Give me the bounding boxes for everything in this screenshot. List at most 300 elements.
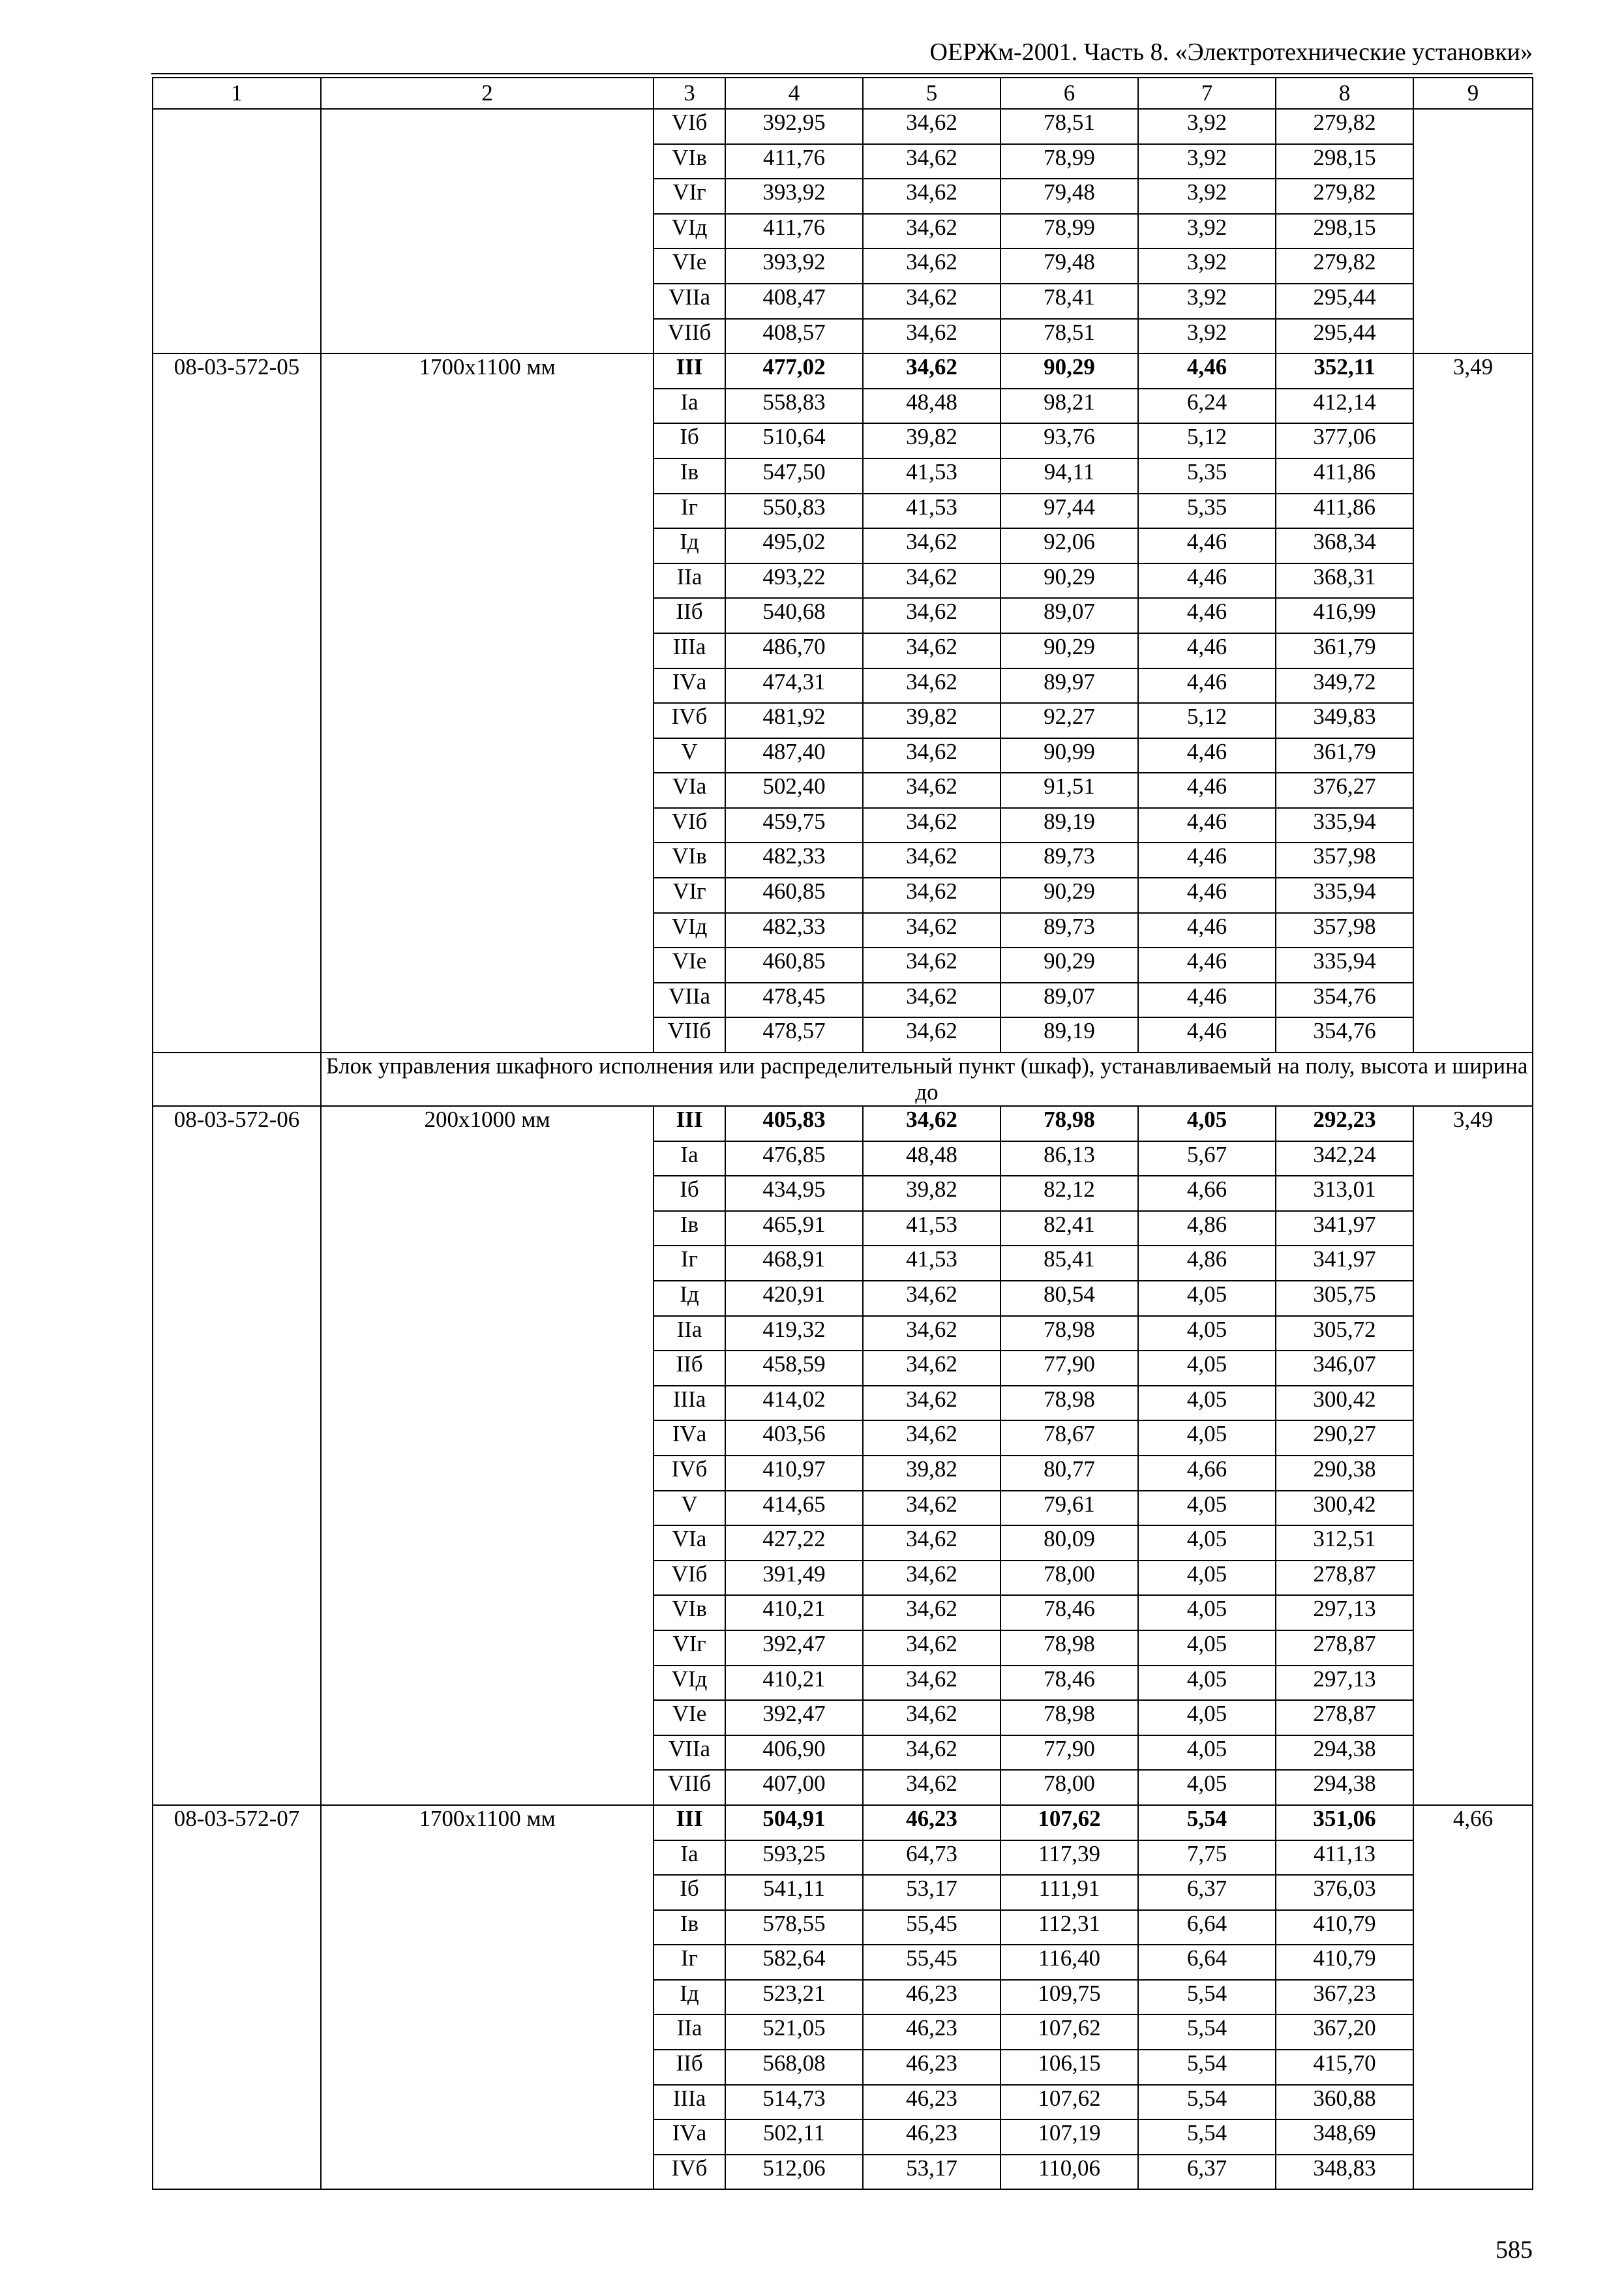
value-cell: 540,68 (725, 598, 863, 633)
value-cell: 109,75 (1000, 1980, 1138, 2015)
rates-table (152, 77, 1533, 2190)
value-cell: VIIб (654, 1770, 725, 1805)
value-cell: 34,62 (863, 598, 1000, 633)
value-cell: 411,86 (1276, 494, 1413, 529)
value-cell: 78,98 (1000, 1386, 1138, 1421)
value-cell: 4,66 (1138, 1176, 1276, 1211)
value-cell: 341,97 (1276, 1211, 1413, 1246)
value-cell: 349,72 (1276, 668, 1413, 704)
value-cell: 297,13 (1276, 1595, 1413, 1630)
value-cell: 77,90 (1000, 1735, 1138, 1771)
section-row (153, 1053, 1533, 1106)
value-cell: 4,46 (1138, 808, 1276, 843)
value-cell: 34,62 (863, 878, 1000, 913)
value-cell: 5,54 (1138, 2050, 1276, 2085)
value-cell: 416,99 (1276, 598, 1413, 633)
value-cell: 305,75 (1276, 1281, 1413, 1316)
value-cell: 89,19 (1000, 1017, 1138, 1053)
value-cell: 34,62 (863, 633, 1000, 668)
value-cell: 4,46 (1138, 913, 1276, 948)
value-cell: IIIа (654, 2085, 725, 2120)
value-cell: 93,76 (1000, 423, 1138, 458)
value-cell: 79,61 (1000, 1491, 1138, 1526)
col9-cell (1413, 109, 1533, 353)
value-cell: 78,67 (1000, 1420, 1138, 1456)
value-cell: 78,98 (1000, 1630, 1138, 1666)
value-cell: 410,79 (1276, 1945, 1413, 1980)
value-cell: 578,55 (725, 1910, 863, 1945)
value-cell: 5,54 (1138, 1805, 1276, 1840)
value-cell: 295,44 (1276, 284, 1413, 319)
value-cell: 6,24 (1138, 389, 1276, 424)
value-cell: 5,54 (1138, 2085, 1276, 2120)
value-cell: 305,72 (1276, 1316, 1413, 1351)
column-number-row (153, 78, 1533, 109)
value-cell: 558,83 (725, 389, 863, 424)
value-cell: 408,47 (725, 284, 863, 319)
value-cell: 4,05 (1138, 1770, 1276, 1805)
value-cell: 34,62 (863, 1525, 1000, 1561)
value-cell: 502,11 (725, 2119, 863, 2155)
value-cell: 510,64 (725, 423, 863, 458)
value-cell: 468,91 (725, 1246, 863, 1281)
value-cell: 278,87 (1276, 1630, 1413, 1666)
value-cell: 78,99 (1000, 214, 1138, 249)
value-cell: 4,05 (1138, 1386, 1276, 1421)
value-cell: 411,76 (725, 144, 863, 179)
value-cell: IIIа (654, 1386, 725, 1421)
value-cell: 53,17 (863, 2155, 1000, 2190)
value-cell: 41,53 (863, 458, 1000, 494)
value-cell: 55,45 (863, 1910, 1000, 1945)
value-cell: 434,95 (725, 1176, 863, 1211)
value-cell: 393,92 (725, 179, 863, 214)
page-header: ОЕРЖм-2001. Часть 8. «Электротехнические установки» (929, 38, 1533, 66)
table-body (153, 109, 1533, 2189)
value-cell: 4,05 (1138, 1491, 1276, 1526)
value-cell: 78,98 (1000, 1700, 1138, 1735)
value-cell: 78,98 (1000, 1316, 1138, 1351)
value-cell: 7,75 (1138, 1840, 1276, 1876)
value-cell: V (654, 1491, 725, 1526)
value-cell: 377,06 (1276, 423, 1413, 458)
table-row (153, 109, 1533, 144)
value-cell: 354,76 (1276, 1017, 1413, 1053)
value-cell: 41,53 (863, 494, 1000, 529)
value-cell: 411,86 (1276, 458, 1413, 494)
value-cell: 4,86 (1138, 1246, 1276, 1281)
value-cell: 4,66 (1138, 1456, 1276, 1491)
value-cell: III (654, 1805, 725, 1840)
value-cell: 6,37 (1138, 1875, 1276, 1910)
value-cell: 294,38 (1276, 1770, 1413, 1805)
page-number: 585 (1496, 2236, 1533, 2264)
value-cell: 541,11 (725, 1875, 863, 1910)
value-cell: 4,46 (1138, 773, 1276, 808)
value-cell: 4,46 (1138, 948, 1276, 983)
value-cell: 368,34 (1276, 528, 1413, 563)
value-cell: 392,95 (725, 109, 863, 144)
value-cell: 6,64 (1138, 1945, 1276, 1980)
value-cell: 34,62 (863, 1386, 1000, 1421)
value-cell: Iа (654, 1840, 725, 1876)
value-cell: 414,65 (725, 1491, 863, 1526)
value-cell: 3,92 (1138, 144, 1276, 179)
value-cell: 34,62 (863, 1281, 1000, 1316)
value-cell: 550,83 (725, 494, 863, 529)
value-cell: VIб (654, 1561, 725, 1596)
value-cell: 4,05 (1138, 1106, 1276, 1141)
value-cell: IIб (654, 598, 725, 633)
value-cell: 92,06 (1000, 528, 1138, 563)
value-cell: VIа (654, 1525, 725, 1561)
value-cell: VIIб (654, 1017, 725, 1053)
value-cell: 410,79 (1276, 1910, 1413, 1945)
value-cell: VIб (654, 808, 725, 843)
value-cell: 367,23 (1276, 1980, 1413, 2015)
value-cell: 5,54 (1138, 2119, 1276, 2155)
value-cell: 460,85 (725, 878, 863, 913)
value-cell: 34,62 (863, 1561, 1000, 1596)
value-cell: 116,40 (1000, 1945, 1138, 1980)
value-cell: VIг (654, 878, 725, 913)
value-cell: 79,48 (1000, 179, 1138, 214)
value-cell: 34,62 (863, 1735, 1000, 1771)
value-cell: 4,05 (1138, 1525, 1276, 1561)
code-cell: 08-03-572-05 (153, 353, 321, 1053)
value-cell: 64,73 (863, 1840, 1000, 1876)
value-cell: 477,02 (725, 353, 863, 389)
value-cell: 34,62 (863, 214, 1000, 249)
value-cell: 278,87 (1276, 1561, 1413, 1596)
value-cell: 349,83 (1276, 703, 1413, 738)
value-cell: 478,57 (725, 1017, 863, 1053)
value-cell: 34,62 (863, 109, 1000, 144)
value-cell: 3,92 (1138, 214, 1276, 249)
value-cell: 34,62 (863, 248, 1000, 284)
value-cell: 5,35 (1138, 494, 1276, 529)
value-cell: 593,25 (725, 1840, 863, 1876)
value-cell: 78,00 (1000, 1770, 1138, 1805)
value-cell: 39,82 (863, 703, 1000, 738)
value-cell: 34,62 (863, 808, 1000, 843)
value-cell: 4,05 (1138, 1561, 1276, 1596)
value-cell: 407,00 (725, 1770, 863, 1805)
value-cell: 4,05 (1138, 1630, 1276, 1666)
value-cell: VIд (654, 913, 725, 948)
value-cell: 478,45 (725, 983, 863, 1018)
value-cell: VIг (654, 1630, 725, 1666)
code-cell: 08-03-572-06 (153, 1106, 321, 1805)
value-cell: 4,46 (1138, 528, 1276, 563)
value-cell: IIб (654, 2050, 725, 2085)
name-cell: 200x1000 мм (321, 1106, 654, 1805)
value-cell: 297,13 (1276, 1666, 1413, 1701)
value-cell: 90,29 (1000, 563, 1138, 599)
value-cell: 107,62 (1000, 2085, 1138, 2120)
value-cell: 405,83 (725, 1106, 863, 1141)
value-cell: 53,17 (863, 1875, 1000, 1910)
value-cell: 3,92 (1138, 284, 1276, 319)
col-header: 5 (863, 78, 1000, 109)
value-cell: 487,40 (725, 738, 863, 773)
value-cell: IIа (654, 1316, 725, 1351)
value-cell: 392,47 (725, 1630, 863, 1666)
value-cell: 34,62 (863, 913, 1000, 948)
value-cell: 290,38 (1276, 1456, 1413, 1491)
value-cell: 46,23 (863, 2050, 1000, 2085)
value-cell: 414,02 (725, 1386, 863, 1421)
value-cell: Iд (654, 1980, 725, 2015)
value-cell: 112,31 (1000, 1910, 1138, 1945)
value-cell: 367,20 (1276, 2014, 1413, 2050)
value-cell: 3,92 (1138, 179, 1276, 214)
value-cell: 474,31 (725, 668, 863, 704)
value-cell: 34,62 (863, 1491, 1000, 1526)
value-cell: IIа (654, 563, 725, 599)
table-row (153, 1106, 1533, 1141)
value-cell: IVа (654, 2119, 725, 2155)
value-cell: 4,05 (1138, 1666, 1276, 1701)
value-cell: 5,12 (1138, 423, 1276, 458)
value-cell: 78,51 (1000, 319, 1138, 354)
value-cell: 46,23 (863, 1805, 1000, 1840)
value-cell: 391,49 (725, 1561, 863, 1596)
col9-cell: 3,49 (1413, 353, 1533, 1053)
value-cell: 410,21 (725, 1666, 863, 1701)
col-header: 8 (1276, 78, 1413, 109)
value-cell: 406,90 (725, 1735, 863, 1771)
value-cell: 4,05 (1138, 1420, 1276, 1456)
value-cell: VIг (654, 179, 725, 214)
section-title: Блок управления шкафного исполнения или распределительный пункт (шкаф), устанавливаемый на полу, высота и ширина до (321, 1053, 1533, 1106)
value-cell: 341,97 (1276, 1246, 1413, 1281)
value-cell: Iб (654, 1875, 725, 1910)
col-header: 9 (1413, 78, 1533, 109)
value-cell: 90,29 (1000, 353, 1138, 389)
value-cell: 420,91 (725, 1281, 863, 1316)
value-cell: 410,97 (725, 1456, 863, 1491)
value-cell: 89,07 (1000, 983, 1138, 1018)
value-cell: 290,27 (1276, 1420, 1413, 1456)
name-cell: 1700x1100 мм (321, 1805, 654, 2190)
value-cell: VIIа (654, 284, 725, 319)
value-cell: 80,77 (1000, 1456, 1138, 1491)
value-cell: 415,70 (1276, 2050, 1413, 2085)
value-cell: 34,62 (863, 983, 1000, 1018)
value-cell: Iа (654, 389, 725, 424)
value-cell: 4,46 (1138, 843, 1276, 878)
value-cell: 107,62 (1000, 2014, 1138, 2050)
value-cell: 4,46 (1138, 1017, 1276, 1053)
value-cell: 4,46 (1138, 668, 1276, 704)
value-cell: 313,01 (1276, 1176, 1413, 1211)
code-cell (153, 109, 321, 353)
value-cell: 5,12 (1138, 703, 1276, 738)
col-header: 4 (725, 78, 863, 109)
value-cell: 5,54 (1138, 2014, 1276, 2050)
value-cell: 34,62 (863, 1017, 1000, 1053)
value-cell: Iб (654, 1176, 725, 1211)
value-cell: 34,62 (863, 948, 1000, 983)
value-cell: IVб (654, 1456, 725, 1491)
value-cell: VIIа (654, 1735, 725, 1771)
col9-cell: 3,49 (1413, 1106, 1533, 1805)
value-cell: IVб (654, 2155, 725, 2190)
value-cell: 521,05 (725, 2014, 863, 2050)
value-cell: 352,11 (1276, 353, 1413, 389)
value-cell: 5,35 (1138, 458, 1276, 494)
value-cell: 411,13 (1276, 1840, 1413, 1876)
value-cell: 34,62 (863, 668, 1000, 704)
value-cell: 41,53 (863, 1211, 1000, 1246)
value-cell: Iд (654, 528, 725, 563)
value-cell: 482,33 (725, 843, 863, 878)
value-cell: 4,46 (1138, 563, 1276, 599)
value-cell: 403,56 (725, 1420, 863, 1456)
value-cell: 4,86 (1138, 1211, 1276, 1246)
value-cell: 48,48 (863, 1141, 1000, 1176)
value-cell: 427,22 (725, 1525, 863, 1561)
value-cell: 5,54 (1138, 1980, 1276, 2015)
value-cell: V (654, 738, 725, 773)
value-cell: 6,37 (1138, 2155, 1276, 2190)
value-cell: 568,08 (725, 2050, 863, 2085)
value-cell: 4,05 (1138, 1316, 1276, 1351)
value-cell: 111,91 (1000, 1875, 1138, 1910)
value-cell: 335,94 (1276, 948, 1413, 983)
value-cell: 34,62 (863, 1595, 1000, 1630)
value-cell: 34,62 (863, 528, 1000, 563)
value-cell: Iв (654, 1910, 725, 1945)
value-cell: 4,46 (1138, 983, 1276, 1018)
value-cell: 514,73 (725, 2085, 863, 2120)
value-cell: IVа (654, 1420, 725, 1456)
value-cell: 5,67 (1138, 1141, 1276, 1176)
value-cell: IVа (654, 668, 725, 704)
value-cell: 3,92 (1138, 248, 1276, 284)
table-row (153, 353, 1533, 389)
value-cell: VIд (654, 214, 725, 249)
value-cell: 465,91 (725, 1211, 863, 1246)
name-cell (321, 109, 654, 353)
value-cell: 34,62 (863, 1106, 1000, 1141)
value-cell: 34,62 (863, 144, 1000, 179)
value-cell: 46,23 (863, 2119, 1000, 2155)
value-cell: 376,03 (1276, 1875, 1413, 1910)
value-cell: 4,05 (1138, 1351, 1276, 1386)
value-cell: 512,06 (725, 2155, 863, 2190)
value-cell: VIе (654, 248, 725, 284)
value-cell: 78,51 (1000, 109, 1138, 144)
value-cell: IVб (654, 703, 725, 738)
value-cell: 460,85 (725, 948, 863, 983)
value-cell: 335,94 (1276, 878, 1413, 913)
value-cell: Iд (654, 1281, 725, 1316)
value-cell: 55,45 (863, 1945, 1000, 1980)
value-cell: 4,05 (1138, 1735, 1276, 1771)
value-cell: 4,46 (1138, 738, 1276, 773)
value-cell: 34,62 (863, 843, 1000, 878)
value-cell: 411,76 (725, 214, 863, 249)
value-cell: VIе (654, 948, 725, 983)
value-cell: VIб (654, 109, 725, 144)
value-cell: 354,76 (1276, 983, 1413, 1018)
value-cell: 90,29 (1000, 633, 1138, 668)
value-cell: 476,85 (725, 1141, 863, 1176)
value-cell: 582,64 (725, 1945, 863, 1980)
value-cell: 98,21 (1000, 389, 1138, 424)
value-cell: 360,88 (1276, 2085, 1413, 2120)
value-cell: 39,82 (863, 1176, 1000, 1211)
value-cell: 92,27 (1000, 703, 1138, 738)
value-cell: 34,62 (863, 179, 1000, 214)
value-cell: 86,13 (1000, 1141, 1138, 1176)
value-cell: 46,23 (863, 1980, 1000, 2015)
value-cell: 419,32 (725, 1316, 863, 1351)
value-cell: 294,38 (1276, 1735, 1413, 1771)
value-cell: 4,05 (1138, 1595, 1276, 1630)
value-cell: 486,70 (725, 633, 863, 668)
value-cell: 34,62 (863, 563, 1000, 599)
value-cell: 482,33 (725, 913, 863, 948)
value-cell: 300,42 (1276, 1491, 1413, 1526)
value-cell: 278,87 (1276, 1700, 1413, 1735)
value-cell: 97,44 (1000, 494, 1138, 529)
value-cell: 117,39 (1000, 1840, 1138, 1876)
value-cell: 78,46 (1000, 1595, 1138, 1630)
value-cell: 292,23 (1276, 1106, 1413, 1141)
value-cell: 357,98 (1276, 843, 1413, 878)
value-cell: Iа (654, 1141, 725, 1176)
col-header: 6 (1000, 78, 1138, 109)
value-cell: 312,51 (1276, 1525, 1413, 1561)
value-cell: 107,19 (1000, 2119, 1138, 2155)
value-cell: III (654, 353, 725, 389)
value-cell: 82,12 (1000, 1176, 1138, 1211)
value-cell: 279,82 (1276, 179, 1413, 214)
value-cell: 78,99 (1000, 144, 1138, 179)
value-cell: III (654, 1106, 725, 1141)
value-cell: 34,62 (863, 1316, 1000, 1351)
value-cell: 361,79 (1276, 633, 1413, 668)
value-cell: 34,62 (863, 1351, 1000, 1386)
value-cell: 4,46 (1138, 353, 1276, 389)
value-cell: 547,50 (725, 458, 863, 494)
value-cell: 335,94 (1276, 808, 1413, 843)
value-cell: 89,73 (1000, 843, 1138, 878)
value-cell: 412,14 (1276, 389, 1413, 424)
value-cell: 393,92 (725, 248, 863, 284)
value-cell: 89,73 (1000, 913, 1138, 948)
value-cell: VIд (654, 1666, 725, 1701)
value-cell: Iг (654, 494, 725, 529)
value-cell: 481,92 (725, 703, 863, 738)
value-cell: 34,62 (863, 1630, 1000, 1666)
table-cell (153, 1053, 321, 1106)
value-cell: VIе (654, 1700, 725, 1735)
value-cell: IIа (654, 2014, 725, 2050)
value-cell: 459,75 (725, 808, 863, 843)
value-cell: 4,05 (1138, 1700, 1276, 1735)
value-cell: 410,21 (725, 1595, 863, 1630)
value-cell: VIв (654, 843, 725, 878)
value-cell: 94,11 (1000, 458, 1138, 494)
value-cell: 298,15 (1276, 214, 1413, 249)
value-cell: 279,82 (1276, 109, 1413, 144)
col-header: 7 (1138, 78, 1276, 109)
value-cell: 4,46 (1138, 878, 1276, 913)
